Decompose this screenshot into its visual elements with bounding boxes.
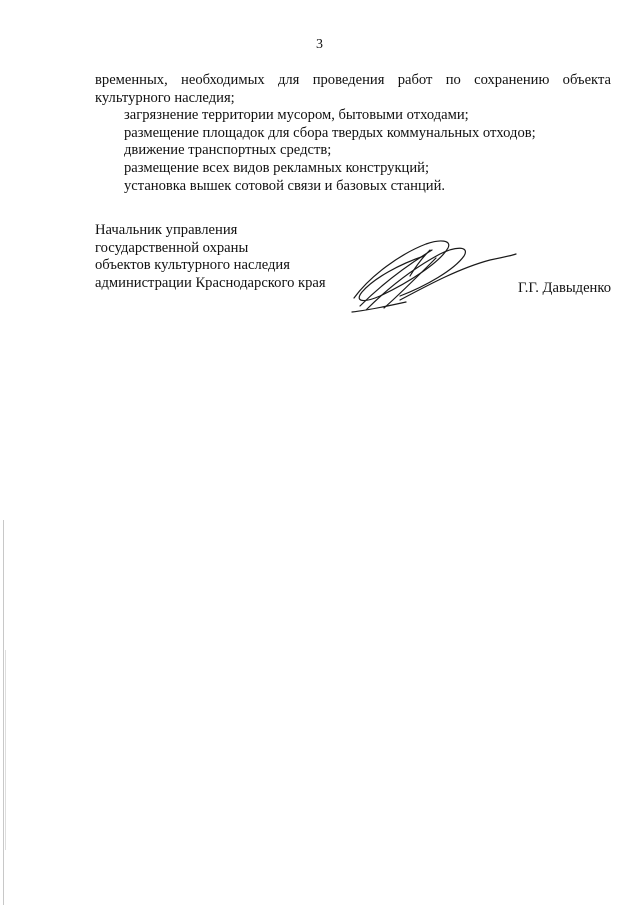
scan-edge-line	[5, 650, 6, 850]
position-line: объектов культурного наследия	[95, 257, 290, 274]
list-item: размещение площадок для сбора твердых коммунальных отходов;	[124, 124, 536, 141]
list-item: установка вышек сотовой связи и базовых станций.	[124, 177, 446, 194]
list-item: движение транспортных средств;	[124, 142, 332, 159]
signatory-name: Г.Г. Давыденко	[517, 280, 611, 296]
position-line: администрации Краснодарского края	[95, 274, 326, 291]
document-body	[95, 72, 611, 195]
continued-paragraph	[95, 72, 611, 107]
scan-edge-line	[3, 520, 4, 905]
list-item: загрязнение территории мусором, бытовыми отходами;	[124, 107, 469, 124]
paragraph-line: культурного наследия;	[95, 89, 235, 106]
list-item: размещение всех видов рекламных конструкций;	[124, 159, 430, 176]
position-line: государственной охраны	[95, 239, 249, 256]
position-line: Начальник управления	[95, 222, 238, 238]
signatory-position	[95, 222, 326, 292]
page-number: 3	[316, 37, 323, 52]
paragraph-line: временных, необходимых для проведения работ по сохранению объекта	[95, 72, 611, 88]
handwritten-signature	[340, 236, 520, 316]
